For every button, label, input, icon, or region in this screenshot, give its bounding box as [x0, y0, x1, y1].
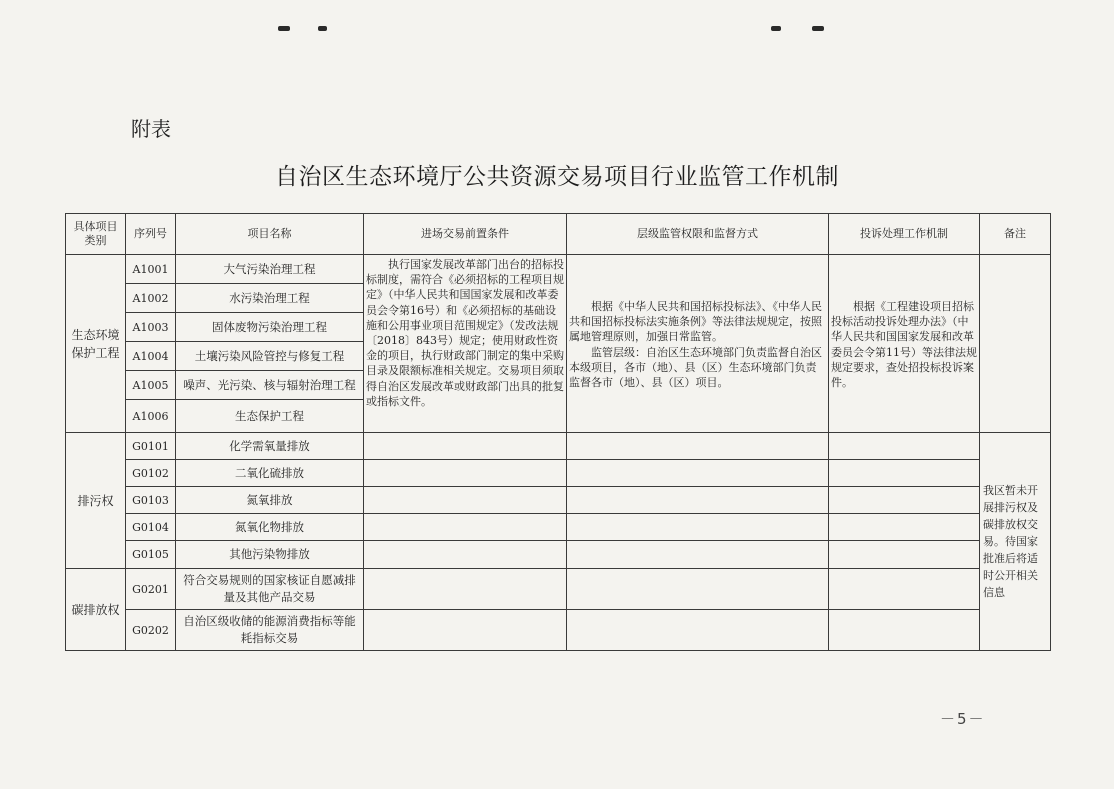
notes-cell: 我区暂未开展排污权及碳排放权交易。待国家批准后将适时公开相关信息 [980, 433, 1051, 651]
name-cell: 氮氧排放 [176, 487, 364, 514]
code-cell: G0101 [126, 433, 176, 460]
empty-cell [364, 514, 567, 541]
header-name: 项目名称 [176, 214, 364, 255]
complaint-cell: 根据《工程建设项目招标投标活动投诉处理办法》（中华人民共和国国家发展和改革委员会令第11号）等法律法规规定要求，查处招投标投诉案件。 [829, 255, 980, 433]
table-row [66, 460, 1051, 487]
name-cell: 二氧化硫排放 [176, 460, 364, 487]
table-row [66, 514, 1051, 541]
code-cell: A1003 [126, 313, 176, 342]
empty-cell [829, 569, 980, 610]
empty-cell [364, 569, 567, 610]
code-cell: G0102 [126, 460, 176, 487]
scan-mark [771, 26, 781, 31]
precondition-cell: 执行国家发展改革部门出台的招标投标制度，需符合《必须招标的工程项目规定》（中华人民共和国国家发展和改革委员会令第16号）和《必须招标的基础设施和公用事业项目范围规定》（发改法规〔2018〕843号）规定；使用财政性资金的项目，执行财政部门制定的集中采购目录及限额标准相关规定。交易项目须取得自治区发展改革或财政部门出具的批复或指标文件。 [364, 255, 567, 433]
table-row [66, 569, 1051, 610]
table-row [66, 255, 1051, 284]
code-cell: G0201 [126, 569, 176, 610]
name-cell: 水污染治理工程 [176, 284, 364, 313]
empty-cell [829, 460, 980, 487]
page-number: －5－ [940, 710, 986, 728]
category-cell: 排污权 [66, 433, 126, 569]
empty-cell [829, 610, 980, 651]
name-cell: 氮氧化物排放 [176, 514, 364, 541]
name-cell: 其他污染物排放 [176, 541, 364, 569]
header-complaint: 投诉处理工作机制 [829, 214, 980, 255]
header-supervision: 层级监管权限和监督方式 [567, 214, 829, 255]
empty-cell [567, 541, 829, 569]
name-cell: 固体废物污染治理工程 [176, 313, 364, 342]
empty-cell [567, 487, 829, 514]
page-title: 自治区生态环境厅公共资源交易项目行业监管工作机制 [275, 164, 839, 190]
empty-cell [567, 514, 829, 541]
name-cell: 符合交易规则的国家核证自愿减排量及其他产品交易 [176, 569, 364, 610]
table-header-row [66, 214, 1051, 255]
notes-empty-cell [980, 255, 1051, 433]
name-cell: 生态保护工程 [176, 400, 364, 433]
empty-cell [567, 569, 829, 610]
empty-cell [364, 487, 567, 514]
table-row [66, 433, 1051, 460]
code-cell: G0202 [126, 610, 176, 651]
empty-cell [829, 541, 980, 569]
empty-cell [364, 541, 567, 569]
empty-cell [567, 610, 829, 651]
category-cell: 碳排放权 [66, 569, 126, 651]
empty-cell [829, 514, 980, 541]
code-cell: A1004 [126, 342, 176, 371]
empty-cell [364, 460, 567, 487]
code-cell: G0105 [126, 541, 176, 569]
code-cell: A1006 [126, 400, 176, 433]
code-cell: G0104 [126, 514, 176, 541]
empty-cell [829, 487, 980, 514]
scan-mark [278, 26, 290, 31]
supervision-table [65, 213, 1051, 651]
table-row [66, 541, 1051, 569]
empty-cell [364, 610, 567, 651]
header-code: 序列号 [126, 214, 176, 255]
table-row [66, 610, 1051, 651]
empty-cell [364, 433, 567, 460]
supervision-cell [567, 255, 829, 433]
name-cell: 噪声、光污染、核与辐射治理工程 [176, 371, 364, 400]
code-cell: A1001 [126, 255, 176, 284]
table-row [66, 487, 1051, 514]
empty-cell [567, 433, 829, 460]
supervision-paragraph-2: 监管层级：自治区生态环境部门负责监督自治区本级项目，各市（地）、县（区）生态环境部门负责监督各市（地）、县（区）项目。 [569, 345, 822, 390]
name-cell: 土壤污染风险管控与修复工程 [176, 342, 364, 371]
name-cell: 大气污染治理工程 [176, 255, 364, 284]
code-cell: A1002 [126, 284, 176, 313]
name-cell: 化学需氧量排放 [176, 433, 364, 460]
empty-cell [829, 433, 980, 460]
header-precondition: 进场交易前置条件 [364, 214, 567, 255]
category-cell: 生态环境保护工程 [66, 255, 126, 433]
empty-cell [567, 460, 829, 487]
header-notes: 备注 [980, 214, 1051, 255]
code-cell: G0103 [126, 487, 176, 514]
scan-mark [812, 26, 824, 31]
header-category: 具体项目类别 [66, 214, 126, 255]
appendix-label: 附表 [131, 117, 171, 141]
name-cell: 自治区级收储的能源消费指标等能耗指标交易 [176, 610, 364, 651]
scan-mark [318, 26, 327, 31]
code-cell: A1005 [126, 371, 176, 400]
supervision-paragraph-1: 根据《中华人民共和国招标投标法》、《中华人民共和国招标投标法实施条例》等法律法规规定，按照属地管理原则，加强日常监管。 [569, 300, 822, 344]
